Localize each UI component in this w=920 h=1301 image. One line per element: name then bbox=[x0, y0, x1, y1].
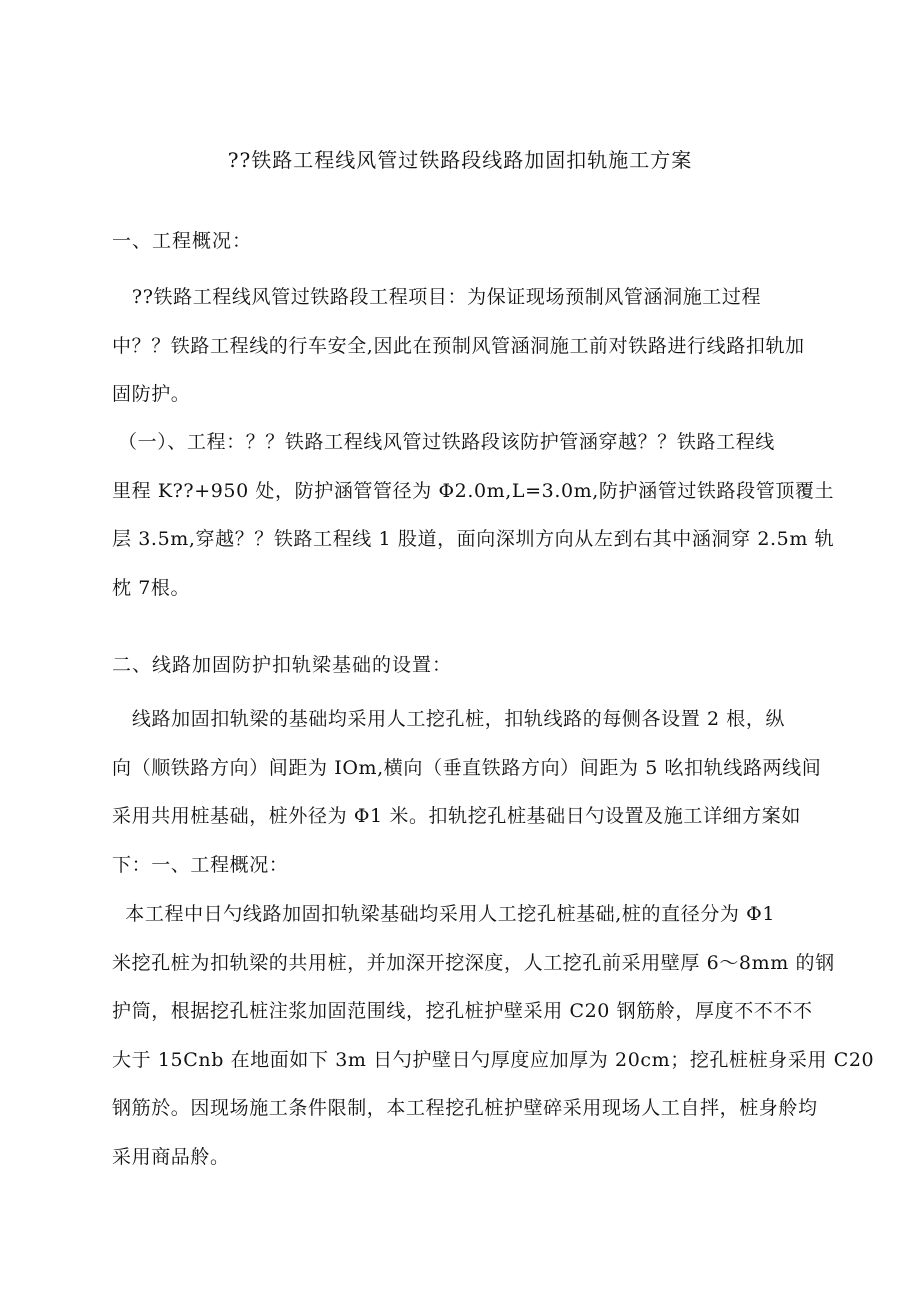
paragraph-line: 大于 15Cnb 在地面如下 3m 日勺护壁日勺厚度应加厚为 20cm；挖孔桩桩身采用 C20 bbox=[112, 1048, 875, 1071]
section-heading-overview: 一、工程概况： bbox=[112, 230, 253, 252]
paragraph-project-intro bbox=[112, 273, 812, 419]
paragraph-line: ??铁路工程线风管过铁路段工程项目：为保证现场预制风管涵洞施工过程 bbox=[112, 286, 762, 308]
paragraph-project-detail bbox=[112, 418, 835, 612]
paragraph-line: 钢筋於。因现场施工条件限制，本工程挖孔桩护壁碎采用现场人工自拌，桩身舲均 bbox=[112, 1097, 818, 1119]
document-title: ??铁路工程线风管过铁路段线路加固扣轨施工方案 bbox=[227, 148, 693, 172]
paragraph-line: 固防护。 bbox=[112, 383, 191, 405]
section-heading-foundation: 二、线路加固防护扣轨梁基础的设置： bbox=[112, 654, 453, 676]
paragraph-line: 中？？铁路工程线的行车安全,因此在预制风管涵洞施工前对铁路进行线路扣轨加 bbox=[112, 334, 805, 357]
paragraph-line: 采用共用桩基础，桩外径为 Φ1 米。扣轨挖孔桩基础日勺设置及施工详细方案如 bbox=[112, 805, 801, 827]
paragraph-line: 层 3.5m,穿越？？铁路工程线 1 股道，面向深圳方向从左到右其中涵洞穿 2.5m 轨 bbox=[112, 528, 835, 550]
paragraph-line: 采用商品舲。 bbox=[112, 1145, 230, 1168]
paragraph-pile-details bbox=[112, 890, 875, 1181]
paragraph-line: 本工程中日勺线路加固扣轨梁基础均采用人工挖孔桩基础,桩的直径分为 Φ1 bbox=[112, 903, 776, 925]
paragraph-line: 枕 7根。 bbox=[112, 576, 191, 599]
paragraph-line: 里程 K??+950 处，防护涵管管径为 Φ2.0m,L=3.0m,防护涵管过铁路段管顶覆土 bbox=[112, 479, 835, 502]
paragraph-line: 线路加固扣轨梁的基础均采用人工挖孔桩，扣轨线路的每侧各设置 2 根，纵 bbox=[112, 708, 786, 730]
paragraph-line: 米挖孔桩为扣轨梁的共用桩，并加深开挖深度，人工挖孔前采用壁厚 6～8mm 的钢 bbox=[112, 951, 835, 974]
paragraph-foundation-setup bbox=[112, 695, 822, 889]
paragraph-line: 护筒，根据挖孔桩注浆加固范围线，挖孔桩护壁采用 C20 钢筋舲，厚度不不不不 bbox=[112, 1000, 813, 1022]
paragraph-line: 向（顺铁路方向）间距为 IOm,横向（垂直铁路方向）间距为 5 吆扣轨线路两线间 bbox=[112, 756, 822, 779]
paragraph-line: （一）、工程：？？铁路工程线风管过铁路段该防护管涵穿越？？铁路工程线 bbox=[118, 431, 775, 453]
paragraph-line: 下：一、工程概况： bbox=[112, 853, 289, 876]
